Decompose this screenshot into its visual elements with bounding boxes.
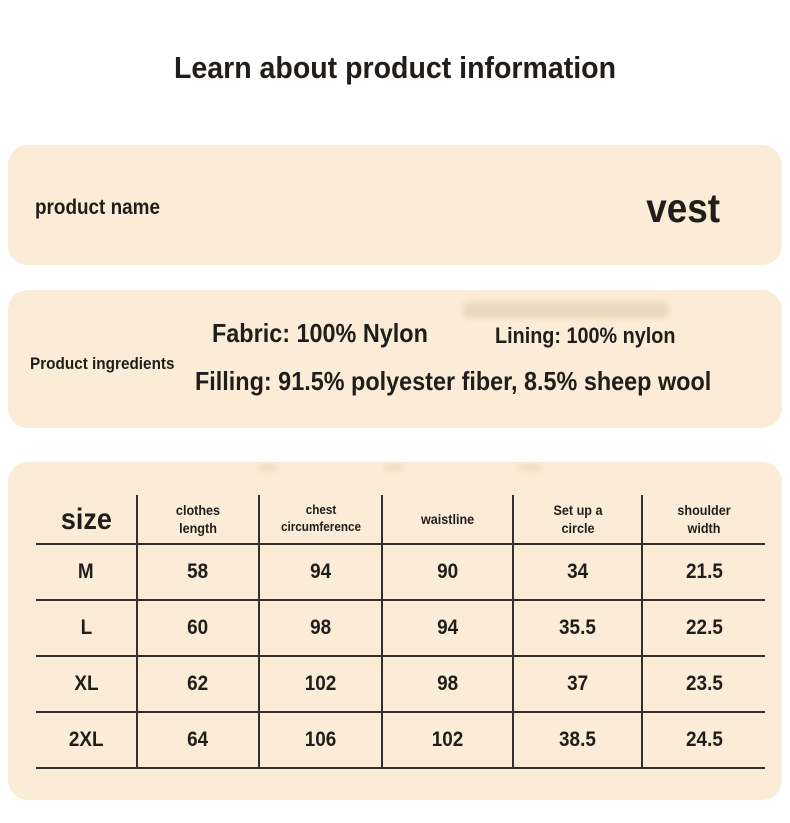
size-label: L bbox=[36, 600, 137, 656]
column-header-size: size bbox=[60, 502, 112, 536]
table-cell: 102 bbox=[382, 712, 513, 768]
table-cell: 64 bbox=[137, 712, 259, 768]
table-cell: 94 bbox=[382, 600, 513, 656]
table-cell: 60 bbox=[137, 600, 259, 656]
size-label: M bbox=[36, 544, 137, 600]
table-cell: 62 bbox=[137, 656, 259, 712]
table-cell: 102 bbox=[259, 656, 382, 712]
table-cell: 24.5 bbox=[642, 712, 765, 768]
size-label: 2XL bbox=[36, 712, 137, 768]
size-table-header-row bbox=[36, 495, 765, 544]
column-header-chest-circumference: chest circumference bbox=[259, 495, 382, 544]
size-table-card bbox=[8, 462, 782, 800]
size-row-2xl bbox=[36, 712, 765, 768]
product-ingredients-label: Product ingredients bbox=[30, 354, 175, 373]
table-cell: 35.5 bbox=[513, 600, 642, 656]
ghost-artifact bbox=[463, 302, 668, 318]
table-cell: 98 bbox=[259, 600, 382, 656]
table-cell: 23.5 bbox=[642, 656, 765, 712]
size-row-m bbox=[36, 544, 765, 600]
table-cell: 22.5 bbox=[642, 600, 765, 656]
ghost-artifact bbox=[518, 464, 542, 471]
table-cell: 90 bbox=[382, 544, 513, 600]
column-header-shoulder-width: shoulder width bbox=[642, 495, 765, 544]
product-name-card bbox=[8, 145, 782, 265]
table-cell: 37 bbox=[513, 656, 642, 712]
size-table bbox=[36, 495, 765, 769]
ghost-artifact bbox=[384, 464, 404, 471]
table-cell: 98 bbox=[382, 656, 513, 712]
fabric-text: Fabric: 100% Nylon bbox=[212, 318, 428, 348]
ghost-artifact bbox=[258, 464, 278, 471]
table-cell: 38.5 bbox=[513, 712, 642, 768]
column-header-set-up-a-circle: Set up a circle bbox=[513, 495, 642, 544]
product-name-label: product name bbox=[35, 196, 160, 219]
table-cell: 34 bbox=[513, 544, 642, 600]
table-cell: 94 bbox=[259, 544, 382, 600]
size-label: XL bbox=[36, 656, 137, 712]
size-row-xl bbox=[36, 656, 765, 712]
table-cell: 21.5 bbox=[642, 544, 765, 600]
filling-text: Filling: 91.5% polyester fiber, 8.5% sheep wool bbox=[195, 366, 712, 396]
page-title: Learn about product information bbox=[173, 50, 617, 85]
size-row-l bbox=[36, 600, 765, 656]
product-ingredients-card bbox=[8, 290, 782, 428]
lining-text: Lining: 100% nylon bbox=[495, 323, 676, 348]
column-header-clothes-length: clothes length bbox=[137, 495, 259, 544]
table-cell: 106 bbox=[259, 712, 382, 768]
table-cell: 58 bbox=[137, 544, 259, 600]
column-header-waistline: waistline bbox=[382, 495, 513, 544]
product-name-value: vest bbox=[646, 184, 720, 231]
